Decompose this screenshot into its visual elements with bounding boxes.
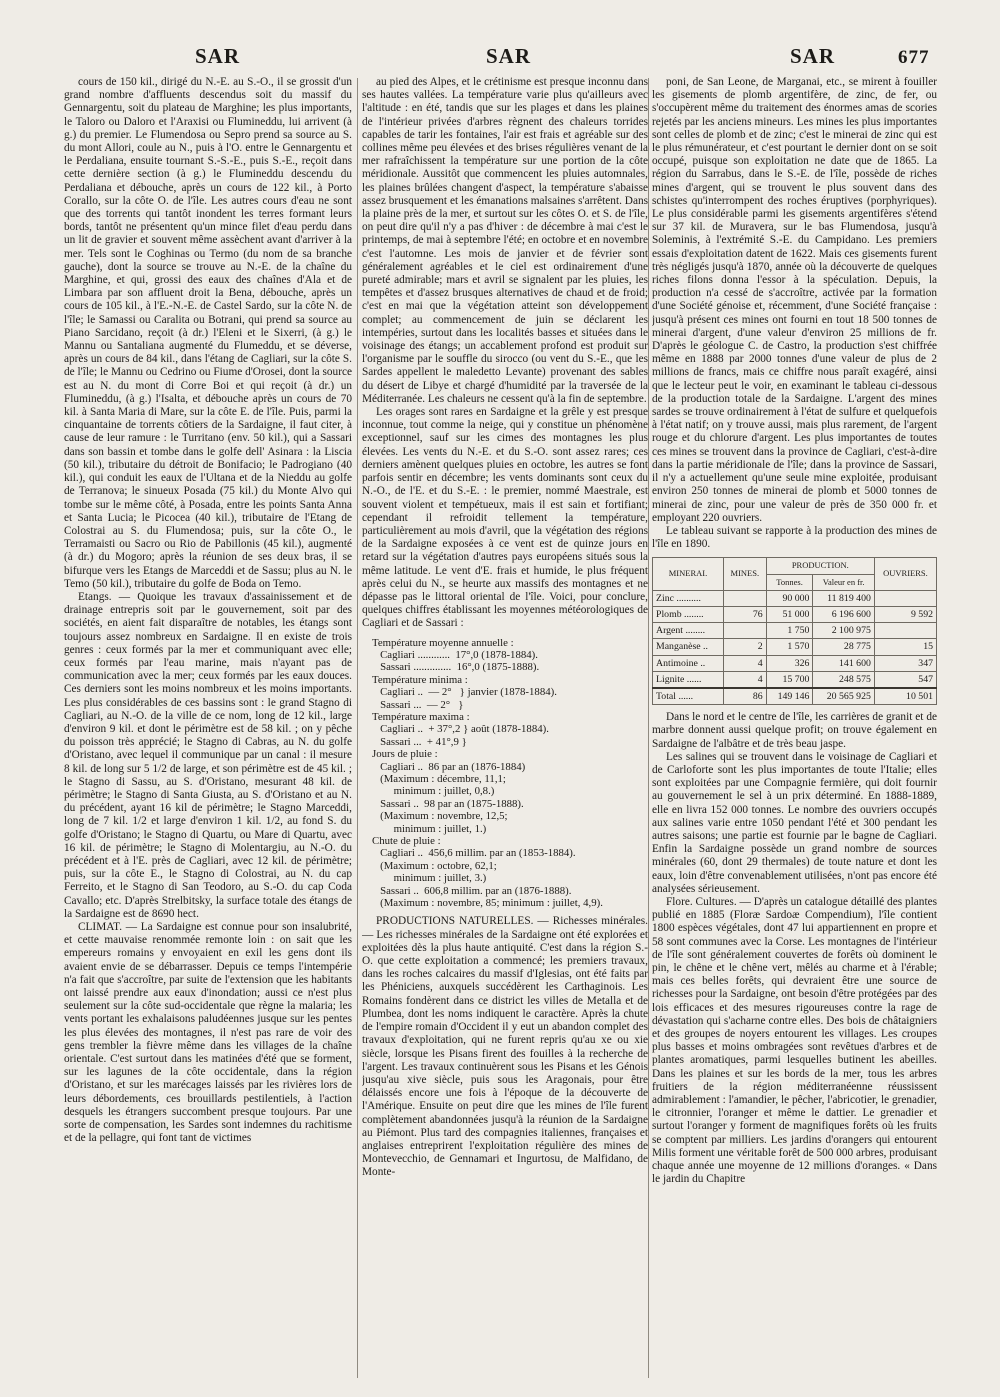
table-cell: 347 xyxy=(874,655,936,671)
climate-line: Cagliari ............ 17°,0 (1878-1884). xyxy=(372,648,538,661)
climate-line: (Maximum : novembre, 12,5; xyxy=(372,810,508,823)
climate-line: Cagliari .. — 2° } janvier (1878-1884). xyxy=(372,686,557,699)
climate-line: Température minima : xyxy=(372,673,468,686)
climate-line: Sassari .............. 16°,0 (1875-1888). xyxy=(372,661,540,674)
mining-production-table xyxy=(652,557,937,705)
climate-line: Chute de pluie : xyxy=(372,835,441,848)
table-cell: Lignite ...... xyxy=(653,671,724,688)
column-rule xyxy=(648,78,649,1378)
climate-line: Cagliari .. + 37°,2 } août (1878-1884). xyxy=(372,723,549,736)
paragraph-salines: Les salines qui se trouvent dans le voisinage de Cagliari et de Carloforte sont les plus importantes de toute l'Italie; elles sont exploitées par une Compagnie fermière, qui doit fournir au gouvernement le sel à un prix déterminé. En 1888-1889, elle en livra 152 000 tonnes. Le nombre des ouvriers occupés aux salines varie entre 1050 pendant l'été et 300 pendant les autres saisons; une partie est fournie par le bagne de Cagliari. Enfin la Sardaigne possède un grand nombre de sources minérales (60, dont 29 thermales) de toute nature et dont les eaux, loin d'être convenablement utilisées, n'ont pas encore été analysées sérieusement. xyxy=(652,750,937,895)
table-cell xyxy=(874,623,936,639)
paragraph-orages: Les orages sont rares en Sardaigne et la grêle y est presque inconnue, tout comme la neige, qui y constitue un phénomène exceptionnel, sauf sur les cimes des montagnes les plus élevées. Les vents du N.-E. et du S.-O. sont assez rares; ces derniers amènent quelques pluies en octobre, les autres se font parfois sentir en décembre; les vents dominants sont ceux du N.-O., de l'E. et du S.-E. : le premier, nommé Maestrale, est souvent violent et tempétueux, mais il est sain et fortifiant; cependant il refroidit tellement la température, particulièrement au mois d'avril, que la végétation des régions de la Sardaigne exposées à ce vent est de quinze jours en retard sur la végétation d'autres pays européens situés sous la même latitude. Le vent d'E. frais et humide, le plus fréquent après celui du N., se heurte aux massifs des montagnes et ne dépasse pas le littoral oriental de l'île. Voici, pour conclure, quelques chiffres établissant les moyennes météorologiques de Cagliari et de Sassari : xyxy=(362,406,648,630)
table-cell: Antimoine .. xyxy=(653,655,724,671)
column-header-ouvriers: OUVRIERS. xyxy=(874,558,936,590)
table-cell: 51 000 xyxy=(766,606,813,622)
table-cell: 2 100 975 xyxy=(813,623,874,639)
table-cell: 326 xyxy=(766,655,813,671)
column-header-production: PRODUCTION. xyxy=(766,558,874,574)
table-row xyxy=(653,590,937,606)
table-cell: 4 xyxy=(723,671,766,688)
paragraph-rivers: cours de 150 kil., dirigé du N.-E. au S.-O., il se grossit d'un grand nombre d'affluents descendus soit du massif du Gennargentu, soit du plateau de Marghine; les plus importants, le Taloro ou Daloro et l'Araxisi ou Flumineddu, lui arrivent (à g.) du premier. Le Flumendosa ou Sepro prend sa source au S. du mont Allori, coule au N., puis à l'O. entre le Gennargentu et le Perdaliana, ensuite tournant S.-S.-E., puis S.-E., reçoit dans cette dernière section (à g.) le Flumineddu descendu du Perdaliana et débouche, après un cours de 122 kil., à Porto Corallo, sur la côte O. de l'île. Les autres cours d'eau ne sont que des torrents qui tantôt inondent les terres formant leurs bords, tantôt ne présentent qu'un mince filet d'eau perdu dans un lit de gravier et souvent même assèchent avant d'arriver à la mer. Tels sont le Coghinas ou Termo (du nom de sa branche gauche), dont la source se trouve au N.-E. de la chaîne du Marghine, et qui, grossi des eaux des chaînes d'Ala et de Limbara par son affluent droit la Bena, débouche, après un cours de 105 kil., à l'E.-N.-E. de Castel Sardo, sur la côte N. de l'île; le Samassi ou Caralita ou Botrani, qui prend sa source au Piano Sarcidano, reçoit (à dr.) l'Eleni et le Sixerri, (à g.) le Mannu ou Santaliana augmenté du Flumeddu, et se déverse, après un cours de 84 kil., dans l'étang de Cagliari, sur la côte S. de l'île; le Mannu ou Cedrino ou Fiume d'Orosei, dont la source est au N. du mont di Corre Boi et qui reçoit (à dr.) un Flumineddu, (à g.) l'Isalta, et débouche après un cours de 70 kil. à Santa Maria di Mare, sur la côte E. de l'île. Puis, parmi la cinquantaine de torrents côtiers de la Sardaigne, il faut citer, à cause de leur ramure : le Turritano (env. 50 kil.), qui a Sassari dans son bassin et tombe dans le golfe dell' Asinara : la Liscia (50 kil.), tributaire du détroit de Bonifacio; le Padrogiano (40 kil.), qui conduit les eaux de l'Ultana et de la Nieddu au golfe de Terranova; le sinueux Posada (75 kil.) du Monte Alvo qui tombe sur le même côté, à Posada, entre les points Santa Anna et Santa Lucia; le Picocea (40 kil.), tributaire de l'Etang de Colostrai au S. du Flumendosa; puis, sur la côte O., le Terramaisti ou Sacro ou Rio de Pabillonis (45 kil.), augmenté (à dr.) du Mogoro; après la réunion de ses deux bras, il se bifurque vers les Etangs de Marceddi et de Sassu; plus au N. le Temo (50 kil.), tributaire du golfe de Boda on Temo. xyxy=(64,76,352,590)
paragraph-richesses-minerales: PRODUCTIONS NATURELLES. — Richesses minérales. — Les richesses minérales de la Sardaigne ont été explorées et exploitées dès la plus haute antiquité. C'est dans la région S.-O. que cette exploitation a commencé; les premiers travaux, dans les roches calcaires du massif d'Iglesias, ont été faits par les Phéniciens, auxquels succédèrent les Carthaginois. Les Romains fondèrent dans ce district les villes de Metalla et de Plumbea, dont les noms indiquent le caractère. Après la chute de l'empire romain d'Occident il y eut un abandon complet des travaux d'exploitation, qui ne furent repris qu'au xe ou xie siècle, lorsque les Pisans firent des fouilles à la recherche de l'argent. Les travaux continuèrent sous les Pisans et les Génois jusqu'au xive siècle, puis sous les Aragonais, pour être délaissés encore une fois à l'époque de la découverte de l'Amérique. Ensuite on peut dire que les mines de l'île furent complètement abandonnées jusqu'à la réunion de la Sardaigne au Piémont. Plus tard des compagnies italiennes, françaises et anglaises entreprirent l'exploitation régulière des mines de Montevecchio, de Gennamari et Ingurtosu, de Malfidano, de Monte- xyxy=(362,915,648,1179)
table-cell: 141 600 xyxy=(813,655,874,671)
table-cell: 9 592 xyxy=(874,606,936,622)
climate-line: Sassari ... + 41°,9 } xyxy=(372,735,467,748)
climate-line: minimum : juillet, 0,8.) xyxy=(372,785,495,798)
paragraph-flore-cultures: Flore. Cultures. — D'après un catalogue détaillé des plantes publié en 1885 (Floræ Sardoæ Compendium), l'île contient 1800 espèces végétales, dont 47 lui appartiennent en propre et 58 sont communes avec la Corse. Les montagnes de l'intérieur de l'île sont généralement couvertes de forêts où dominent le pin, le chêne et le chêne vert, mêlés au charme et à l'érable; mais ces belles forêts, qui devraient être une source de richesses pour la Sardaigne, ont besoin d'être protégées par des lois efficaces et des mesures rigoureuses contre la rage de dévastation qui s'acharne contre elles. Des bois de châtaigniers et des groupes de noyers entourent les villages. Les croupes plus basses et moins ombragées sont revêtues d'arbres et de plantes aromatiques, parmi lesquelles butinent les abeilles. Dans les plaines et sur les bords de la mer, tous les arbres fruitiers de la région méditerranéenne réussissent admirablement : l'amandier, le pêcher, l'abricotier, le grenadier, le citronnier, l'oranger et même le dattier. Le grenadier et surtout l'oranger y forment de magnifiques forêts où les fruits se comptent par milliers. Les jardins d'orangers qui entourent Milis forment une véritable forêt de 500 000 arbres, produisant chaque année une moyenne de 12 millions d'oranges. « Dans le jardin du Chapitre xyxy=(652,895,937,1186)
table-row xyxy=(653,606,937,622)
table-cell xyxy=(723,590,766,606)
table-cell: 15 xyxy=(874,639,936,655)
column-3 xyxy=(652,76,937,1388)
table-cell: 15 700 xyxy=(766,671,813,688)
column-header-mines: MINES. xyxy=(723,558,766,590)
table-cell: 11 819 400 xyxy=(813,590,874,606)
running-head-right: SAR xyxy=(790,44,836,68)
table-cell: Zinc .......... xyxy=(653,590,724,606)
climate-line: Température moyenne annuelle : xyxy=(372,636,514,649)
table-cell: 1 570 xyxy=(766,639,813,655)
table-cell: Argent ........ xyxy=(653,623,724,639)
paragraph-climat: CLIMAT. — La Sardaigne est connue pour son insalubrité, et cette mauvaise renommée remonte loin : on sait que les empereurs romains y envoyaient en exil les gens dont ils avaient envie de se débarrasser. Depuis ce temps l'intempérie n'a fait que s'accroître, par suite de l'extension que les habitants ont laissé prendre aux eaux d'inondation; aussi ce n'est plus seulement sur la côte sud-occidentale que règne la malaria; les vents portant les exhalaisons paludéennes jusque sur les pentes les plus élevées des montagnes, il n'est pas rare de voir des gens trembler la fièvre même dans les villages de la chaîne orientale. C'est surtout dans les matinées d'été que se forment, sur les lagunes de la côte occidentale, dans la région d'Oristano, et sur les marécages laissés par les rivières lors de leurs débordements, ces brouillards pestilentiels, à l'action desquels les étrangers succombent presque toujours. Par une sorte de compensation, les Sardes sont indemnes du rachitisme et de la pellagre, qui font tant de victimes xyxy=(64,921,352,1145)
page-number: 677 xyxy=(898,47,930,68)
climate-line: (Maximum : octobre, 62,1; xyxy=(372,859,497,872)
table-row xyxy=(653,639,937,655)
table-cell: 86 xyxy=(723,688,766,705)
table-cell: 28 775 xyxy=(813,639,874,655)
table-cell: 6 196 600 xyxy=(813,606,874,622)
climate-statistics xyxy=(372,637,648,910)
paragraph-carrieres: Dans le nord et le centre de l'île, les carrières de granit et de marbre donnent aussi quelque profit; on trouve également en Sardaigne de l'albâtre et de très beau jaspe. xyxy=(652,711,937,750)
table-cell: 4 xyxy=(723,655,766,671)
climate-line: Sassari ... — 2° } xyxy=(372,698,464,711)
paragraph-tableau-intro: Le tableau suivant se rapporte à la production des mines de l'île en 1890. xyxy=(652,524,937,551)
paragraph-mines: poni, de San Leone, de Marganai, etc., se mirent à fouiller les gisements de plomb argentifère, de zinc, de fer, ou s'occupèrent même du traitement des énormes amas de scories rejetés par les anciens mineurs. Les mines les plus importantes sont celles de plomb et de zinc; c'est le minerai de zinc qui est le plus rémunérateur, et c'est pourtant le dernier dont on se soit occupé, puisque son exploitation ne date que de 1865. La région du Sarrabus, dans le S.-E. de l'île, possède de riches mines d'argent, qui se trouvent le plus souvent dans des schistes qu'interrompent des roches éruptives (porphyriques). Le plus considérable parmi les gisements argentifères s'étend sur 37 kil. de Muravera, sur le bas Flumendosa, jusqu'à Soleminis, à l'extrémité S.-E. du Campidano. Les premiers essais d'exploitation datent de 1622. Mais ces gisements furent très négligés jusqu'à 1870, année où la découverte de quelques riches filons donna l'essor à la spéculation. Depuis, la production n'a cessé de s'accroître, activée par la formation d'une Société génoise et, récemment, d'une Société française : jusqu'à présent ces mines ont fourni en tout 18 500 tonnes de minerai d'argent, d'une valeur d'environ 25 millions de fr. D'après le géologue C. de Castro, la production s'est chiffrée même en 1888 par 2000 tonnes d'une valeur de plus de 2 millions de francs, mais ce chiffre nous paraît exagéré, ainsi que le lecteur peut le voir, en examinant le tableau ci-dessous de la production totale de la Sardaigne. L'argent des mines sardes se trouve ordinairement à l'état de sulfure et quelquefois à l'état natif; on y trouve aussi, mais plus rarement, de l'argent rouge et du chlorure d'argent. Les plus importantes de toutes ces mines se trouvent dans la province de Cagliari, c'est-à-dire dans la partie méridionale de l'île; dans la province de Sassari, il n'y a actuellement qu'une seule mine exploitée, produisant environ 250 tonnes de minerai de plomb et 5000 tonnes de minerai de zinc, pour une valeur de près de 350 000 fr. et employant 220 ouvriers. xyxy=(652,76,937,524)
climate-line: (Maximum : novembre, 85; minimum : juillet, 4,9). xyxy=(372,897,603,910)
column-header-minerai: MINERAI. xyxy=(653,558,724,590)
table-cell xyxy=(874,590,936,606)
running-head-left: SAR xyxy=(195,44,241,68)
column-2 xyxy=(362,76,648,1388)
table-row xyxy=(653,655,937,671)
column-1 xyxy=(64,76,352,1388)
table-row xyxy=(653,623,937,639)
climate-line: Cagliari .. 456,6 millim. par an (1853-1884). xyxy=(372,847,576,860)
paragraph-temperature: au pied des Alpes, et le crétinisme est presque inconnu dans ses hautes vallées. La température varie plus qu'ailleurs avec l'altitude : en été, tandis que sur les plages et dans les plaines de l'intérieur privées d'arbres règnent des chaleurs torrides capables de tarir les fontaines, l'air est frais et agréable sur des collines même peu élevées et des brises régulières venant de la mer rafraîchissent la température sur une portion de la côte méridionale. Aussitôt que commencent les pluies automnales, les plaines brûlées changent d'aspect, la température s'abaisse assez brusquement et les émanations malsaines s'arrêtent. Dans la plaine près de la mer, et surtout sur les côtes O. et S. de l'île, on peut dire qu'il n'y a pas d'hiver : de décembre à mai c'est le printemps, de mai à septembre l'été; en octobre et en novembre c'est l'automne. Les mois de janvier et de février sont généralement agréables et le ciel est ordinairement d'une pureté admirable; mars et avril se signalent par les pluies, les tempêtes et d'assez brusques alternatives de chaud et de froid; c'est en mai que la végétation atteint son développement complet; au commencement de juin se déclarent les intempéries, surtout dans les localités basses et situées dans le voisinage des étangs; un accablement profond est produit sur l'organisme par le souffle du sirocco (ou vent du S.-E., que les Sardes appellent le maledetto Levante) provenant des sables du désert de Libye et chargé d'humidité par la traversée de la Méditerranée. Les chaleurs ne cessent qu'à la fin de septembre. xyxy=(362,76,648,405)
climate-line: (Maximum : décembre, 11,1; xyxy=(372,773,506,785)
table-cell: 2 xyxy=(723,639,766,655)
table-cell: 76 xyxy=(723,606,766,622)
table-cell: Total ...... xyxy=(653,688,724,705)
climate-line: Sassari .. 606,8 millim. par an (1876-1888). xyxy=(372,884,572,897)
climate-line: Sassari .. 98 par an (1875-1888). xyxy=(372,797,524,810)
table-cell: Manganèse .. xyxy=(653,639,724,655)
column-rule xyxy=(357,78,358,1378)
table-cell: 90 000 xyxy=(766,590,813,606)
table-total-row xyxy=(653,688,937,705)
climate-line: minimum : juillet, 3.) xyxy=(372,872,487,885)
running-head-center: SAR xyxy=(486,44,532,68)
climate-line: Cagliari .. 86 par an (1876-1884) xyxy=(372,760,526,773)
climate-line: minimum : juillet, 1.) xyxy=(372,822,487,835)
table-cell: 10 501 xyxy=(874,688,936,705)
column-header-tonnes: Tonnes. xyxy=(766,574,813,590)
table-cell: 20 565 925 xyxy=(813,688,874,705)
table-row xyxy=(653,671,937,688)
table-cell: 248 575 xyxy=(813,671,874,688)
climate-line: Température maxima : xyxy=(372,710,470,723)
table-cell: 547 xyxy=(874,671,936,688)
column-header-valeur: Valeur en fr. xyxy=(813,574,874,590)
table-cell: 149 146 xyxy=(766,688,813,705)
table-cell xyxy=(723,623,766,639)
climate-line: Jours de pluie : xyxy=(372,748,438,761)
paragraph-etangs: Etangs. — Quoique les travaux d'assainissement et de drainage entrepris soit par le gouvernement, soit par des sociétés, en aient fait disparaître de notables, les étangs sont toujours assez nombreux en Sardaigne. Il en existe de trois genres : ceux formés par la mer et communiquant avec elle; ceux formés par l'eau marine, mais n'ayant pas de communication avec la mer; ceux formés par les eaux douces. Ces derniers sont les moins nombreux et les moins importants. Les plus considérables de ces bassins sont : le grand Stagno di Cagliari, au N.-O. de la ville de ce nom, long de 12 kil., large d'environ 9 kil. et dont le périmètre est de 58 kil. ; on y pêche du poisson très apprécié; le Stagno di Cabras, au N. du golfe d'Oristano, avec lequel il communique par un canal : il mesure 8 kil. de long sur 5 1/2 de large, et son périmètre est de 45 kil. ; le Stagno di Sassu, au S. d'Oristano, mesurant 48 kil. de périmètre; le Stagno di Santa Giusta, au S. d'Oristano et au N. du précédent, ayant 16 kil de périmètre; le Stagno Marceddi, long de 7 kil. 1/2 et large d'environ 1 kil. 1/2, au fond S. du golfe d'Oristano; le Stagno di Quartu, ou Mare di Quartu, avec 16 kil. de périmètre; le Stagno di Molentargiu, au N.-O. du précédent et à l'E. près de Cagliari, avec 12 kil. de périmètre; puis, sur la côte E., le Stagno di Colostrai, au N. du cap Ferreito, et le Stagno di San Teodoro, au S.-O. du cap Coda Cavallo; etc. D'après Strelbitsky, la surface totale des étangs de la Sardaigne est de 8690 hect. xyxy=(64,590,352,920)
table-cell: Plomb ........ xyxy=(653,606,724,622)
table-cell: 1 750 xyxy=(766,623,813,639)
